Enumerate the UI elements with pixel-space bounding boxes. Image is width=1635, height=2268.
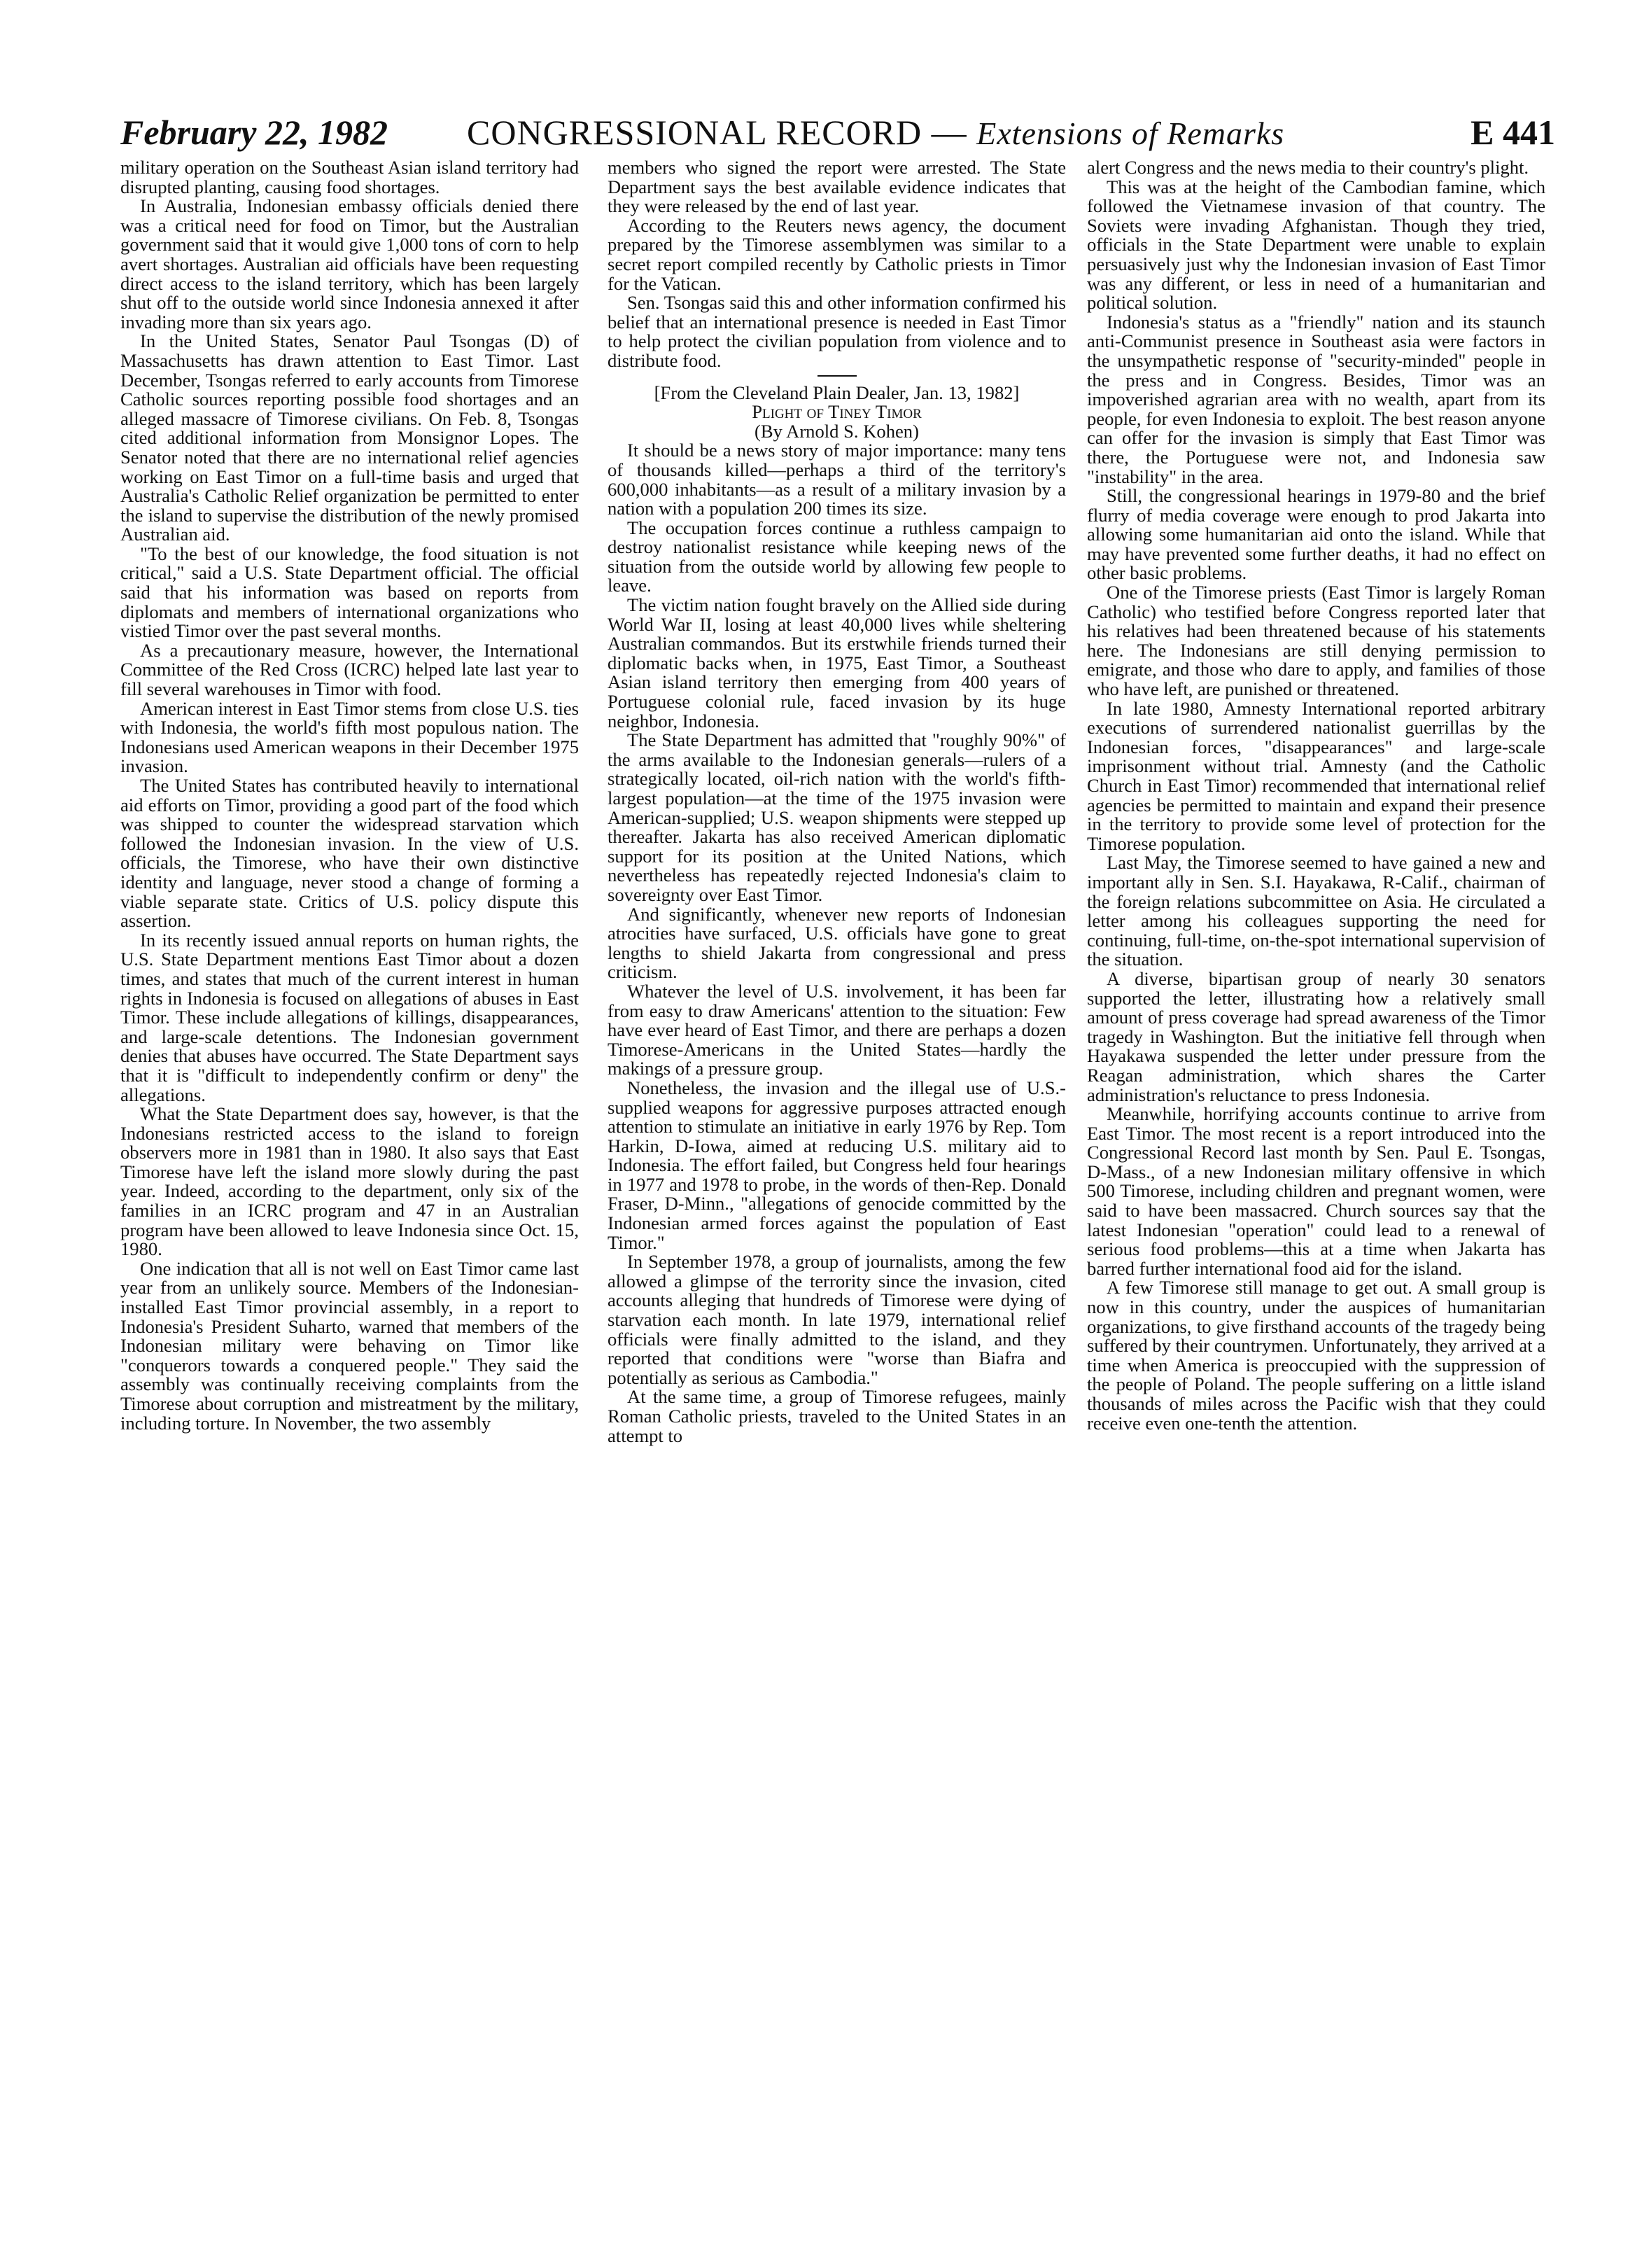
paragraph: As a precautionary measure, however, the International Committee of the Red Cross (ICRC) helped late last year to fill several warehouses in Timor with food. xyxy=(120,639,579,700)
column-1 xyxy=(120,158,579,1433)
section-divider xyxy=(818,375,857,377)
page-number: E 441 xyxy=(1471,113,1555,152)
paragraph: "To the best of our knowledge, the food situation is not critical," said a U.S. State Department official. The official said that his information was based on reports from diplomats and members of international organizations who vistied Timor over the past several months. xyxy=(120,542,579,642)
paragraph: Last May, the Timorese seemed to have gained a new and important ally in Sen. S.I. Hayakawa, R-Calif., chairman of the foreign relations subcommittee on Asia. He circulated a letter among his colleagues supporting the need for continuing, full-time, on-the-spot international supervision of the situation. xyxy=(1087,852,1545,970)
paragraph: What the State Department does say, however, is that the Indonesians restricted access to the island to foreign observers more in 1981 than in 1980. It also says that East Timorese have left the island more slowly during the past year. Indeed, according to the department, only six of the families in an ICRC program and 47 in an Australian program have been allowed to leave Indonesia since Oct. 15, 1980. xyxy=(120,1103,579,1260)
paragraph: In September 1978, a group of journalists, among the few allowed a glimpse of the terrority since the invasion, cited accounts alleging that hundreds of Timorese were dying of starvation each month. In late 1979, international relief officials were finally admitted to the island, and they reported that conditions were "worse than Biafra and potentially as serious as Cambodia." xyxy=(608,1251,1066,1388)
article-byline: (By Arnold S. Kohen) xyxy=(755,420,919,442)
paragraph: It should be a news story of major importance: many tens of thousands killed—perhaps a third of the territory's 600,000 inhabitants—as a result of a military invasion by a nation with a population 200 times its size. xyxy=(608,440,1066,519)
paragraph: In late 1980, Amnesty International reported arbitrary executions of surrendered nationalist guerrillas by the Indonesian forces, "disappearances" and large-scale imprisonment without trial. Amnesty (and the Catholic Church in East Timor) recommended that international relief agencies be permitted to maintain and expand their presence in the territory to provide some level of protection for the Timorese population. xyxy=(1087,697,1545,854)
header-title xyxy=(467,112,1284,153)
paragraph: military operation on the Southeast Asian island territory had disrupted planting, causing food shortages. xyxy=(120,157,579,197)
paragraph: One indication that all is not well on East Timor came last year from an unlikely source. Members of the Indonesian-installed East Timor provincial assembly, in a report to Indonesia's President Suharto, warned that members of the Indonesian military were behaving on Timor like "conquerors towards a conquered people." They said the assembly was continually receiving complaints from the Timorese about corruption and mistreatment by the military, including torture. In November, the two assembly xyxy=(120,1257,579,1434)
paragraph: Still, the congressional hearings in 1979-80 and the brief flurry of media coverage were enough to prod Jakarta into allowing some humanitarian aid onto the island. While that may have prevented some further deaths, it had no effect on other basic problems. xyxy=(1087,485,1545,584)
article-title: Plight of Tiney Timor xyxy=(752,401,922,423)
paragraph: Indonesia's status as a "friendly" nation and its staunch anti-Communist presence in Southeast asia were factors in the unsympathetic response of "security-minded" people in the press and in Congress. Besides, Timor was an impoverished agrarian area with no wealth, apart from its people, for even Indonesia to exploit. The best reason anyone can offer for the invasion is simply that East Timor was there, the Portuguese were not, and Indonesia saw "instability" in the area. xyxy=(1087,311,1545,487)
paragraph: Meanwhile, horrifying accounts continue to arrive from East Timor. The most recent is a report introduced into the Congressional Record last month by Sen. Paul E. Tsongas, D-Mass., of a new Indonesian military offensive in which 500 Timorese, including children and pregnant women, were said to have been massacred. Church sources say that the latest Indonesian "operation" could lead to a renewal of serious food problems—this at a time when Jakarta has barred further international food aid for the island. xyxy=(1087,1103,1545,1279)
header-date: February 22, 1982 xyxy=(120,113,388,152)
header-title-main: CONGRESSIONAL RECORD — xyxy=(467,113,967,152)
paragraph: At the same time, a group of Timorese refugees, mainly Roman Catholic priests, traveled to the United States in an attempt to xyxy=(608,1386,1066,1446)
paragraph: alert Congress and the news media to their country's plight. xyxy=(1087,157,1529,178)
paragraph: A diverse, bipartisan group of nearly 30 senators supported the letter, illustrating how a relatively small amount of press coverage had spread awareness of the Timor tragedy in Washington. But the initiative fell through when Hayakawa suspended the letter under pressure from the Reagan administration, which shares the Carter administration's reluctance to press Indonesia. xyxy=(1087,967,1545,1105)
article-source: [From the Cleveland Plain Dealer, Jan. 13, 1982] xyxy=(654,382,1020,403)
paragraph: One of the Timorese priests (East Timor is largely Roman Catholic) who testified before Congress reported later that his relatives had been threatened because of his statements here. The Indonesians are still denying permission to emigrate, and those who dare to apply, and families of those who have left, are punished or threatened. xyxy=(1087,582,1545,700)
header-title-extension: Extensions of Remarks xyxy=(976,115,1285,151)
paragraph: In Australia, Indonesian embassy officials denied there was a critical need for food on Timor, but the Australian government said that it would give 1,000 tons of corn to help avert shortages. Australian aid officials have been requesting direct access to the island territory, which has been largely shut off to the outside world since Indonesia annexed it after invading more than six years ago. xyxy=(120,195,579,332)
paragraph: Sen. Tsongas said this and other information confirmed his belief that an international presence is needed in East Timor to help protect the civilian population from violence and to distribute food. xyxy=(608,292,1066,371)
column-2 xyxy=(608,158,1066,1446)
paragraph: members who signed the report were arrested. The State Department says the best available evidence indicates that they were released by the end of last year. xyxy=(608,157,1066,217)
paragraph: And significantly, whenever new reports of Indonesian atrocities have surfaced, U.S. officials have gone to great lengths to shield Jakarta from congressional and press criticism. xyxy=(608,903,1066,983)
paragraph: The United States has contributed heavily to international aid efforts on Timor, providing a good part of the food which was shipped to counter the widespread starvation which followed the Indonesian invasion. In the view of U.S. officials, the Timorese, who have their own distinctive identity and language, never stood a change of forming a viable separate state. Critics of U.S. policy dispute this assertion. xyxy=(120,775,579,932)
column-3 xyxy=(1087,158,1545,1433)
paragraph: According to the Reuters news agency, the document prepared by the Timorese assemblymen was similar to a secret report compiled recently by Catholic priests in Timor for the Vatican. xyxy=(608,214,1066,294)
paragraph: Whatever the level of U.S. involvement, it has been far from easy to draw Americans' attention to the situation: Few have ever heard of East Timor, and there are perhaps a dozen Timorese-Americans in the United States—hardly the makings of a pressure group. xyxy=(608,980,1066,1079)
paragraph: This was at the height of the Cambodian famine, which followed the Vietnamese invasion of that country. The Soviets were invading Afghanistan. Though they tried, officials in the State Department were unable to explain persuasively just why the Indonesian invasion of East Timor was any different, or less in need of a humanitarian and political solution. xyxy=(1087,176,1545,314)
paragraph: The victim nation fought bravely on the Allied side during World War II, losing at least 40,000 lives while sheltering Australian commandos. But its erstwhile friends turned their diplomatic backs when, in 1975, East Timor, a Southeast Asian island territory then emerging from 400 years of Portuguese colonial rule, faced invasion by its huge neighbor, Indonesia. xyxy=(608,594,1066,732)
paragraph: A few Timorese still manage to get out. A small group is now in this country, under the auspices of humanitarian organizations, to give firsthand accounts of the tragedy being suffered by their countrymen. Unfortunately, they arrived at a time when America is preoccupied with the suppression of the people of Poland. The people suffering on a little island thousands of miles across the Pacific wish that they could receive even one-tenth the attention. xyxy=(1087,1277,1546,1434)
paragraph: In its recently issued annual reports on human rights, the U.S. State Department mentions East Timor about a dozen times, and states that much of the current interest in human rights in Indonesia is focused on allegations of abuses in East Timor. These include allegations of killings, disappearances, and large-scale detentions. The Indonesian government denies that abuses have occurred. The State Department says that it is "difficult to independently confirm or deny" the allegations. xyxy=(120,929,579,1105)
paragraph: In the United States, Senator Paul Tsongas (D) of Massachusetts has drawn attention to East Timor. Last December, Tsongas referred to early accounts from Timorese Catholic sources reporting possible food shortages and an alleged massacre of Timorese civilians. On Feb. 8, Tsongas cited additional information from Monsignor Lopes. The Senator noted that there are no international relief agencies working on East Timor on a full-time basis and urged that Australia's Catholic Relief organization be permitted to enter the island to supervise the distribution of the newly promised Australian aid. xyxy=(120,330,579,545)
paragraph: Nonetheless, the invasion and the illegal use of U.S.-supplied weapons for aggressive purposes attracted enough attention to stimulate an initiative in early 1976 by Rep. Tom Harkin, D-Iowa, aimed at reducing U.S. military aid to Indonesia. The effort failed, but Congress held four hearings in 1977 and 1978 to probe, in the words of then-Rep. Donald Fraser, D-Minn., "allegations of genocide committed by the Indonesian armed forces against the population of East Timor." xyxy=(608,1077,1066,1253)
paragraph: The occupation forces continue a ruthless campaign to destroy nationalist resistance while keeping news of the situation from the outside world by allowing few people to leave. xyxy=(608,517,1066,596)
paragraph: American interest in East Timor stems from close U.S. ties with Indonesia, the world's fifth most populous nation. The Indonesians used American weapons in their December 1975 invasion. xyxy=(120,697,579,777)
paragraph: The State Department has admitted that "roughly 90%" of the arms available to the Indonesian generals—rulers of a strategically located, oil-rich nation with the world's fifth-largest population—at the time of the 1975 invasion were American-supplied; U.S. weapon shipments were stepped up thereafter. Jakarta has also received American diplomatic support for its position at the United Nations, which nevertheless has repeatedly rejected Indonesia's claim to sovereignty over East Timor. xyxy=(608,729,1066,905)
